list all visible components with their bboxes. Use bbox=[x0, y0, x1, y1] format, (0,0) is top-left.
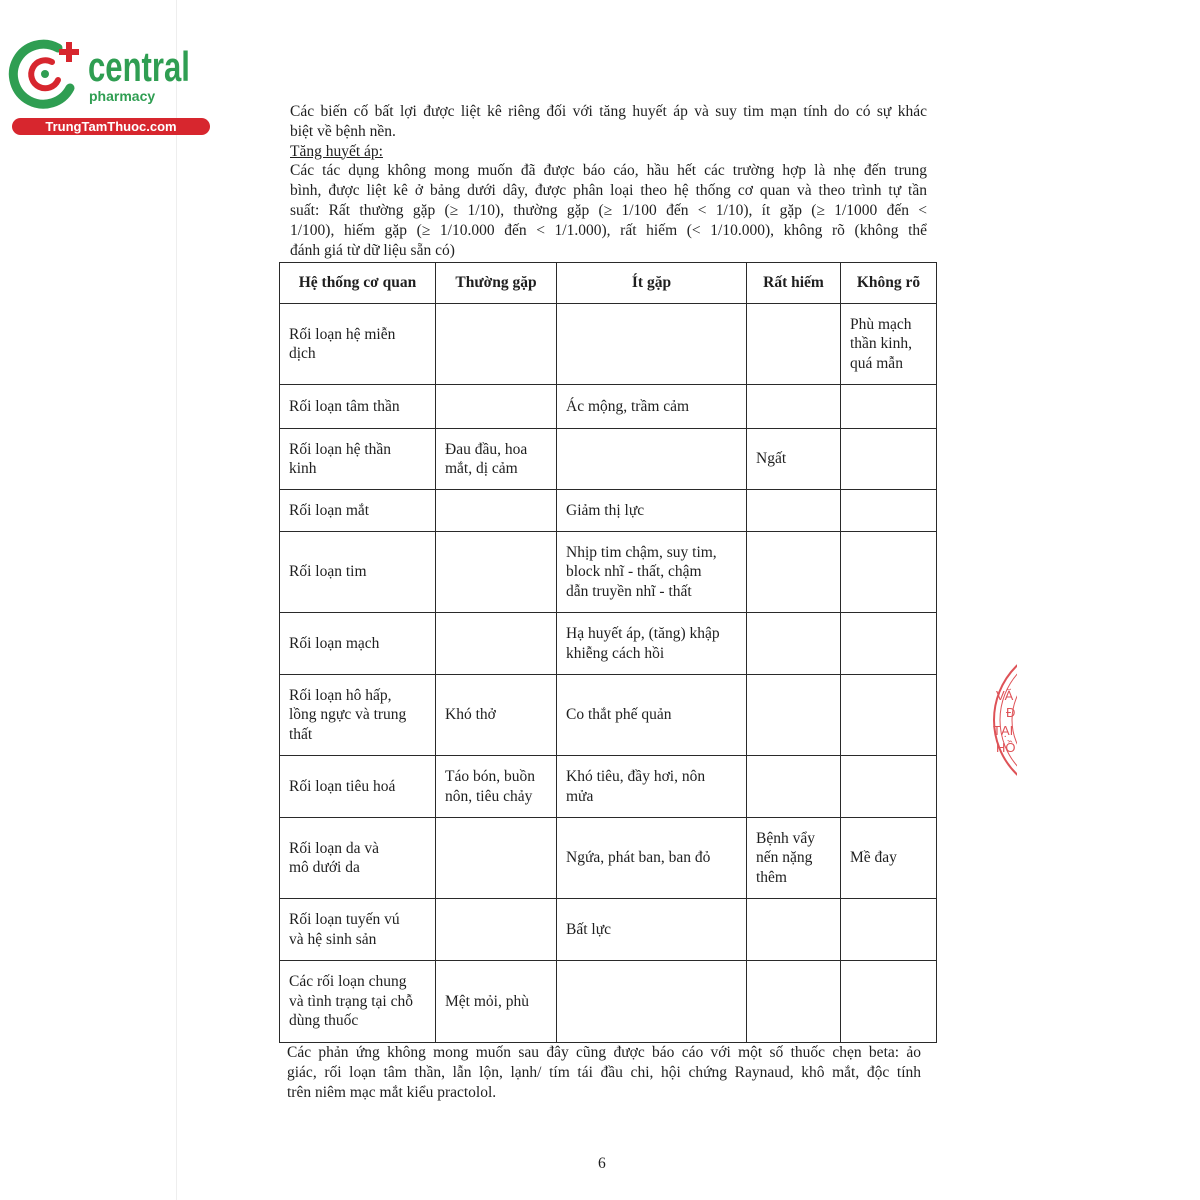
table-cell bbox=[841, 961, 937, 1043]
table-cell bbox=[747, 490, 841, 532]
table-cell: Mệt mỏi, phù bbox=[436, 961, 557, 1043]
table-cell bbox=[841, 532, 937, 613]
pharmacy-logo bbox=[0, 0, 230, 140]
scan-edge-line bbox=[176, 0, 177, 1200]
footer-paragraph bbox=[287, 1043, 921, 1102]
adverse-effects-table bbox=[279, 262, 937, 1043]
table-cell: Phù mạch thần kinh, quá mẫn bbox=[841, 304, 937, 385]
table-cell bbox=[557, 429, 747, 490]
table-row bbox=[280, 961, 937, 1043]
intro-line: biệt về bệnh nền. bbox=[290, 122, 396, 140]
table-cell: Rối loạn tâm thần bbox=[280, 385, 436, 429]
paragraph-line: trên niêm mạc mắt kiểu practolol. bbox=[287, 1083, 497, 1101]
table-cell bbox=[747, 899, 841, 961]
table-cell: Ác mộng, trầm cảm bbox=[557, 385, 747, 429]
header-uncommon: Ít gặp bbox=[557, 263, 747, 304]
table-cell bbox=[436, 818, 557, 899]
table-cell bbox=[841, 899, 937, 961]
paragraph-line: 1/100), hiếm gặp (≥ 1/10.000 đến < 1/1.000), rất hiếm (< 1/10.000), không rõ (không thể bbox=[290, 221, 927, 239]
table-cell: Rối loạn hệ thần kinh bbox=[280, 429, 436, 490]
header-organ-system: Hệ thống cơ quan bbox=[280, 263, 436, 304]
table-cell bbox=[747, 304, 841, 385]
table-cell: Bệnh vẩy nến nặng thêm bbox=[747, 818, 841, 899]
table-cell: Rối loạn tiêu hoá bbox=[280, 756, 436, 818]
table-cell: Ngất bbox=[747, 429, 841, 490]
table-cell bbox=[841, 613, 937, 675]
table-cell bbox=[436, 490, 557, 532]
table-cell: Ngứa, phát ban, ban đỏ bbox=[557, 818, 747, 899]
header-common: Thường gặp bbox=[436, 263, 557, 304]
table-cell: Rối loạn tuyến vú và hệ sinh sản bbox=[280, 899, 436, 961]
paragraph-line: bình, được liệt kê ở bảng dưới dây, được phân loại theo hệ thống cơ quan và theo trình tự tần bbox=[290, 182, 927, 200]
paragraph-line: giác, rối loạn tâm thần, lẫn lộn, lạnh/ tím tái đầu chi, hội chứng Raynaud, khô mắt, độc tính bbox=[287, 1063, 921, 1081]
table-cell: Co thắt phế quản bbox=[557, 675, 747, 756]
table-cell bbox=[436, 899, 557, 961]
paragraph-line: suất: Rất thường gặp (≥ 1/10), thường gặp (≥ 1/100 đến < 1/10), ít gặp (≥ 1/1000 đến < bbox=[290, 201, 927, 219]
seal-text: Đ bbox=[1006, 705, 1016, 720]
table-cell bbox=[557, 961, 747, 1043]
table-row bbox=[280, 429, 937, 490]
seal-stamp bbox=[986, 644, 1017, 796]
table-cell: Rối loạn tim bbox=[280, 532, 436, 613]
table-row bbox=[280, 304, 937, 385]
paragraph-line: đánh giá từ dữ liệu sẵn có) bbox=[290, 241, 455, 259]
table-row bbox=[280, 385, 937, 429]
page-number: 6 bbox=[598, 1155, 606, 1172]
table-cell: Đau đầu, hoa mắt, dị cảm bbox=[436, 429, 557, 490]
seal-text: HỒ bbox=[996, 740, 1016, 755]
table-cell bbox=[841, 385, 937, 429]
table-cell bbox=[436, 532, 557, 613]
header-unknown: Không rõ bbox=[841, 263, 937, 304]
table-cell bbox=[436, 613, 557, 675]
table-cell: Bất lực bbox=[557, 899, 747, 961]
table-row bbox=[280, 613, 937, 675]
table-row bbox=[280, 818, 937, 899]
paragraph-line: Các tác dụng không mong muốn đã được báo cáo, hầu hết các trường hợp là nhẹ đến trung bbox=[290, 162, 927, 180]
table-cell: Hạ huyết áp, (tăng) khập khiễng cách hồi bbox=[557, 613, 747, 675]
table-cell bbox=[747, 532, 841, 613]
table-cell: Khó tiêu, đầy hơi, nôn mửa bbox=[557, 756, 747, 818]
table-cell bbox=[747, 756, 841, 818]
table-cell: Rối loạn hô hấp, lồng ngực và trung thất bbox=[280, 675, 436, 756]
brand-name: central bbox=[88, 43, 190, 90]
table-cell bbox=[841, 675, 937, 756]
seal-text: TẠI bbox=[993, 723, 1014, 738]
intro-section bbox=[290, 102, 927, 260]
site-banner: TrungTamThuoc.com bbox=[12, 118, 210, 135]
table-cell bbox=[436, 385, 557, 429]
table-row bbox=[280, 490, 937, 532]
table-row bbox=[280, 532, 937, 613]
brand-subtitle: pharmacy bbox=[89, 88, 156, 104]
table-row bbox=[280, 675, 937, 756]
table-cell: Rối loạn hệ miễn dịch bbox=[280, 304, 436, 385]
table-cell bbox=[747, 613, 841, 675]
table-cell bbox=[747, 961, 841, 1043]
table-row bbox=[280, 899, 937, 961]
pharmacy-cross-icon bbox=[6, 36, 86, 112]
table-cell bbox=[841, 756, 937, 818]
table-header-row bbox=[280, 263, 937, 304]
section-heading: Tăng huyết áp: bbox=[290, 142, 383, 160]
table-cell: Táo bón, buồn nôn, tiêu chảy bbox=[436, 756, 557, 818]
table-cell bbox=[841, 429, 937, 490]
table-cell bbox=[436, 304, 557, 385]
table-cell bbox=[841, 490, 937, 532]
table-cell: Mề đay bbox=[841, 818, 937, 899]
table-cell bbox=[747, 675, 841, 756]
header-very-rare: Rất hiếm bbox=[747, 263, 841, 304]
table-cell: Nhịp tim chậm, suy tim, block nhĩ - thất, chậm dẫn truyền nhĩ - thất bbox=[557, 532, 747, 613]
paragraph-line: Các phản ứng không mong muốn sau đây cũng được báo cáo với một số thuốc chẹn beta: ảo bbox=[287, 1044, 921, 1061]
table-cell: Rối loạn mạch bbox=[280, 613, 436, 675]
table-cell: Rối loạn mắt bbox=[280, 490, 436, 532]
table-cell: Khó thở bbox=[436, 675, 557, 756]
table-cell bbox=[747, 385, 841, 429]
table-cell bbox=[557, 304, 747, 385]
table-row bbox=[280, 756, 937, 818]
table-cell: Rối loạn da và mô dưới da bbox=[280, 818, 436, 899]
seal-text: VĂ bbox=[996, 688, 1014, 703]
table-cell: Các rối loạn chung và tình trạng tại chỗ dùng thuốc bbox=[280, 961, 436, 1043]
table-cell: Giảm thị lực bbox=[557, 490, 747, 532]
intro-line: Các biến cố bất lợi được liệt kê riêng đối với tăng huyết áp và suy tim mạn tính do có sự khác bbox=[290, 103, 927, 120]
